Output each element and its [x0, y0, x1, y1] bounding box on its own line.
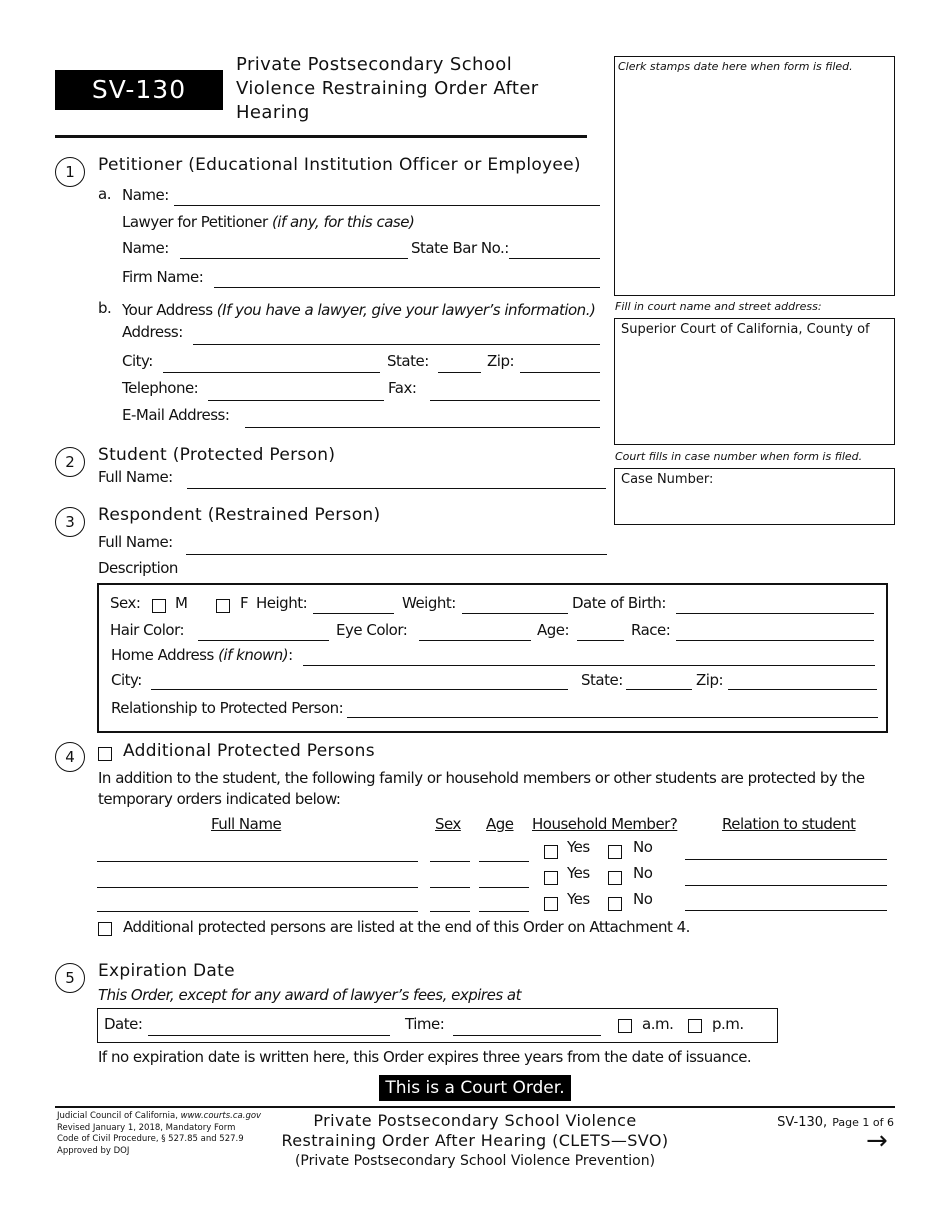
am-label: a.m. — [642, 1015, 674, 1033]
person-2-sex-field[interactable] — [430, 887, 470, 888]
form-title — [236, 53, 539, 125]
age-label: Age: — [537, 621, 570, 639]
case-number-box[interactable] — [614, 468, 895, 525]
expiration-date-label: Date: — [104, 1015, 143, 1033]
section-2-heading: Student (Protected Person) — [98, 445, 336, 465]
section-5-subtitle: This Order, except for any award of lawyer’s fees, expires at — [98, 986, 521, 1004]
respondent-full-name-label: Full Name: — [98, 533, 173, 551]
respondent-zip-field[interactable] — [728, 689, 877, 690]
person-3-age-field[interactable] — [479, 911, 529, 912]
telephone-label: Telephone: — [122, 379, 199, 397]
description-label: Description — [98, 559, 178, 577]
person-2-no-checkbox[interactable] — [608, 871, 622, 885]
home-address-field[interactable] — [303, 665, 875, 666]
col-header-household: Household Member? — [532, 815, 678, 833]
footer-rule — [55, 1106, 895, 1108]
header-rule — [55, 135, 587, 138]
description-box — [97, 583, 888, 733]
footer-form-id: SV-130, — [777, 1115, 828, 1130]
your-address-label — [122, 301, 595, 319]
state-bar-field[interactable] — [509, 258, 600, 259]
expiration-time-label: Time: — [405, 1015, 445, 1033]
person-3-yes-checkbox[interactable] — [544, 897, 558, 911]
state-bar-label: State Bar No.: — [411, 239, 509, 257]
section-5-heading: Expiration Date — [98, 961, 235, 981]
person-1-no-label: No — [633, 838, 653, 856]
student-full-name-field[interactable] — [187, 488, 606, 489]
col-header-relation: Relation to student — [722, 815, 856, 833]
col-header-sex: Sex — [435, 815, 461, 833]
additional-persons-checkbox[interactable] — [98, 747, 112, 761]
court-order-banner: This is a Court Order. — [379, 1075, 571, 1101]
person-1-no-checkbox[interactable] — [608, 845, 622, 859]
person-1-yes-label: Yes — [567, 838, 590, 856]
person-3-name-field[interactable] — [97, 911, 418, 912]
section-number-2: 2 — [55, 447, 85, 477]
footer-title-line: Private Postsecondary School Violence — [313, 1111, 637, 1130]
footer-left-line: Revised January 1, 2018, Mandatory Form — [57, 1122, 236, 1133]
address-field[interactable] — [193, 344, 600, 345]
expiration-box — [97, 1008, 778, 1043]
person-3-sex-field[interactable] — [430, 911, 470, 912]
footer-left — [57, 1111, 261, 1157]
person-2-yes-label: Yes — [567, 864, 590, 882]
eye-color-label: Eye Color: — [336, 621, 408, 639]
court-name-box[interactable] — [614, 318, 895, 445]
zip-label: Zip: — [487, 352, 515, 370]
respondent-state-field[interactable] — [626, 689, 692, 690]
section-number-4: 4 — [55, 742, 85, 772]
pm-checkbox[interactable] — [688, 1019, 702, 1033]
state-field[interactable] — [438, 372, 481, 373]
petitioner-name-field[interactable] — [174, 205, 600, 206]
footer-left-line: Code of Civil Procedure, § 527.85 and 527.9 — [57, 1134, 244, 1144]
sex-m-checkbox[interactable] — [152, 599, 166, 613]
section-number-3: 3 — [55, 507, 85, 537]
respondent-full-name-field[interactable] — [186, 554, 607, 555]
home-address-colon: : — [288, 646, 293, 664]
sex-f-checkbox[interactable] — [216, 599, 230, 613]
person-3-relation-field[interactable] — [685, 910, 887, 911]
footer-title-line: Restraining Order After Hearing (CLETS—SVO) — [281, 1131, 669, 1150]
section-1-heading: Petitioner (Educational Institution Officer or Employee) — [98, 155, 581, 175]
form-title-line: Violence Restraining Order After — [236, 78, 539, 99]
pm-label: p.m. — [712, 1015, 744, 1033]
email-label: E-Mail Address: — [122, 406, 230, 424]
person-2-age-field[interactable] — [479, 887, 529, 888]
sex-label: Sex: — [110, 594, 141, 612]
home-address-label — [111, 646, 293, 664]
person-3-yes-label: Yes — [567, 890, 590, 908]
attachment-4-label: Additional protected persons are listed at the end of this Order on Attachment 4. — [123, 918, 690, 936]
case-number-label: Case Number: — [621, 472, 714, 487]
person-3-no-label: No — [633, 890, 653, 908]
person-1-name-field[interactable] — [97, 861, 418, 862]
lawyer-name-label: Name: — [122, 239, 169, 257]
height-label: Height: — [256, 594, 308, 612]
weight-label: Weight: — [402, 594, 456, 612]
footer-left-line: Approved by DOJ — [57, 1145, 130, 1156]
sex-m-label: M — [175, 594, 188, 612]
your-address-text: Your Address — [122, 301, 217, 319]
fax-field[interactable] — [430, 400, 600, 401]
person-2-relation-field[interactable] — [685, 885, 887, 886]
col-header-full-name: Full Name — [211, 815, 282, 833]
height-field[interactable] — [313, 613, 394, 614]
petitioner-name-label: Name: — [122, 186, 169, 204]
section-4-heading: Additional Protected Persons — [123, 741, 375, 761]
respondent-zip-label: Zip: — [696, 671, 724, 689]
lawyer-name-field[interactable] — [180, 258, 408, 259]
relationship-field[interactable] — [347, 717, 878, 718]
section-4-intro: temporary orders indicated below: — [98, 790, 341, 808]
form-title-line: Hearing — [236, 102, 310, 123]
item-a-marker: a. — [98, 185, 111, 203]
city-field[interactable] — [163, 372, 380, 373]
person-2-no-label: No — [633, 864, 653, 882]
relationship-label: Relationship to Protected Person: — [111, 699, 344, 717]
form-title-line: Private Postsecondary School — [236, 54, 513, 75]
sex-f-label: F — [240, 594, 249, 612]
person-1-yes-checkbox[interactable] — [544, 845, 558, 859]
state-label: State: — [387, 352, 429, 370]
race-field[interactable] — [676, 640, 874, 641]
am-checkbox[interactable] — [618, 1019, 632, 1033]
student-full-name-label: Full Name: — [98, 468, 173, 486]
person-1-sex-field[interactable] — [430, 861, 470, 862]
section-number-1: 1 — [55, 157, 85, 187]
footer-left-line — [57, 1111, 261, 1123]
age-field[interactable] — [577, 640, 624, 641]
weight-field[interactable] — [462, 613, 568, 614]
clerk-stamp-label: Clerk stamps date here when form is filed. — [618, 60, 853, 73]
person-1-age-field[interactable] — [479, 861, 529, 862]
eye-color-field[interactable] — [419, 640, 531, 641]
home-address-note: (if known) — [218, 646, 289, 664]
respondent-city-label: City: — [111, 671, 142, 689]
address-label: Address: — [122, 323, 183, 341]
hair-color-label: Hair Color: — [110, 621, 185, 639]
section-number-5: 5 — [55, 963, 85, 993]
form-id-badge: SV-130 — [55, 70, 223, 110]
footer-page-number: Page 1 of 6 — [832, 1116, 894, 1129]
email-field[interactable] — [245, 427, 600, 428]
hair-color-field[interactable] — [198, 640, 329, 641]
telephone-field[interactable] — [208, 400, 384, 401]
firm-name-label: Firm Name: — [122, 268, 204, 286]
date-of-birth-field[interactable] — [676, 613, 874, 614]
attachment-4-checkbox[interactable] — [98, 922, 112, 936]
person-3-no-checkbox[interactable] — [608, 897, 622, 911]
zip-field[interactable] — [520, 372, 600, 373]
footer-website-link[interactable]: www.courts.ca.gov — [180, 1111, 262, 1121]
expiration-date-field[interactable] — [148, 1035, 390, 1036]
footer-subtitle-line: (Private Postsecondary School Violence Prevention) — [294, 1153, 656, 1169]
your-address-note: (If you have a lawyer, give your lawyer’s information.) — [216, 301, 596, 319]
fax-label: Fax: — [388, 379, 417, 397]
col-header-age: Age — [486, 815, 514, 833]
respondent-state-label: State: — [581, 671, 623, 689]
lawyer-label-note: (if any, for this case) — [271, 213, 415, 231]
person-2-name-field[interactable] — [97, 887, 418, 888]
footer-center — [250, 1111, 700, 1171]
item-b-marker: b. — [98, 299, 112, 317]
firm-name-field[interactable] — [214, 287, 600, 288]
right-arrow-icon[interactable]: → — [866, 1126, 888, 1156]
footer-council: Judicial Council of California, — [57, 1111, 181, 1121]
respondent-city-field[interactable] — [151, 689, 568, 690]
home-address-text: Home Address — [111, 646, 219, 664]
expiration-time-field[interactable] — [453, 1035, 601, 1036]
section-4-intro: In addition to the student, the following family or household members or other students are protected by the — [98, 769, 865, 787]
race-label: Race: — [631, 621, 671, 639]
date-of-birth-label: Date of Birth: — [572, 594, 666, 612]
city-label: City: — [122, 352, 153, 370]
section-3-heading: Respondent (Restrained Person) — [98, 505, 381, 525]
case-number-caption: Court fills in case number when form is filed. — [615, 450, 863, 463]
lawyer-for-petitioner-label — [122, 213, 414, 231]
expiration-note: If no expiration date is written here, this Order expires three years from the date of issuance. — [98, 1048, 752, 1066]
lawyer-label-text: Lawyer for Petitioner — [122, 213, 272, 231]
clerk-stamp-box — [614, 56, 895, 296]
person-1-relation-field[interactable] — [685, 859, 887, 860]
court-name-text: Superior Court of California, County of — [621, 322, 870, 337]
court-name-caption: Fill in court name and street address: — [615, 300, 822, 313]
person-2-yes-checkbox[interactable] — [544, 871, 558, 885]
